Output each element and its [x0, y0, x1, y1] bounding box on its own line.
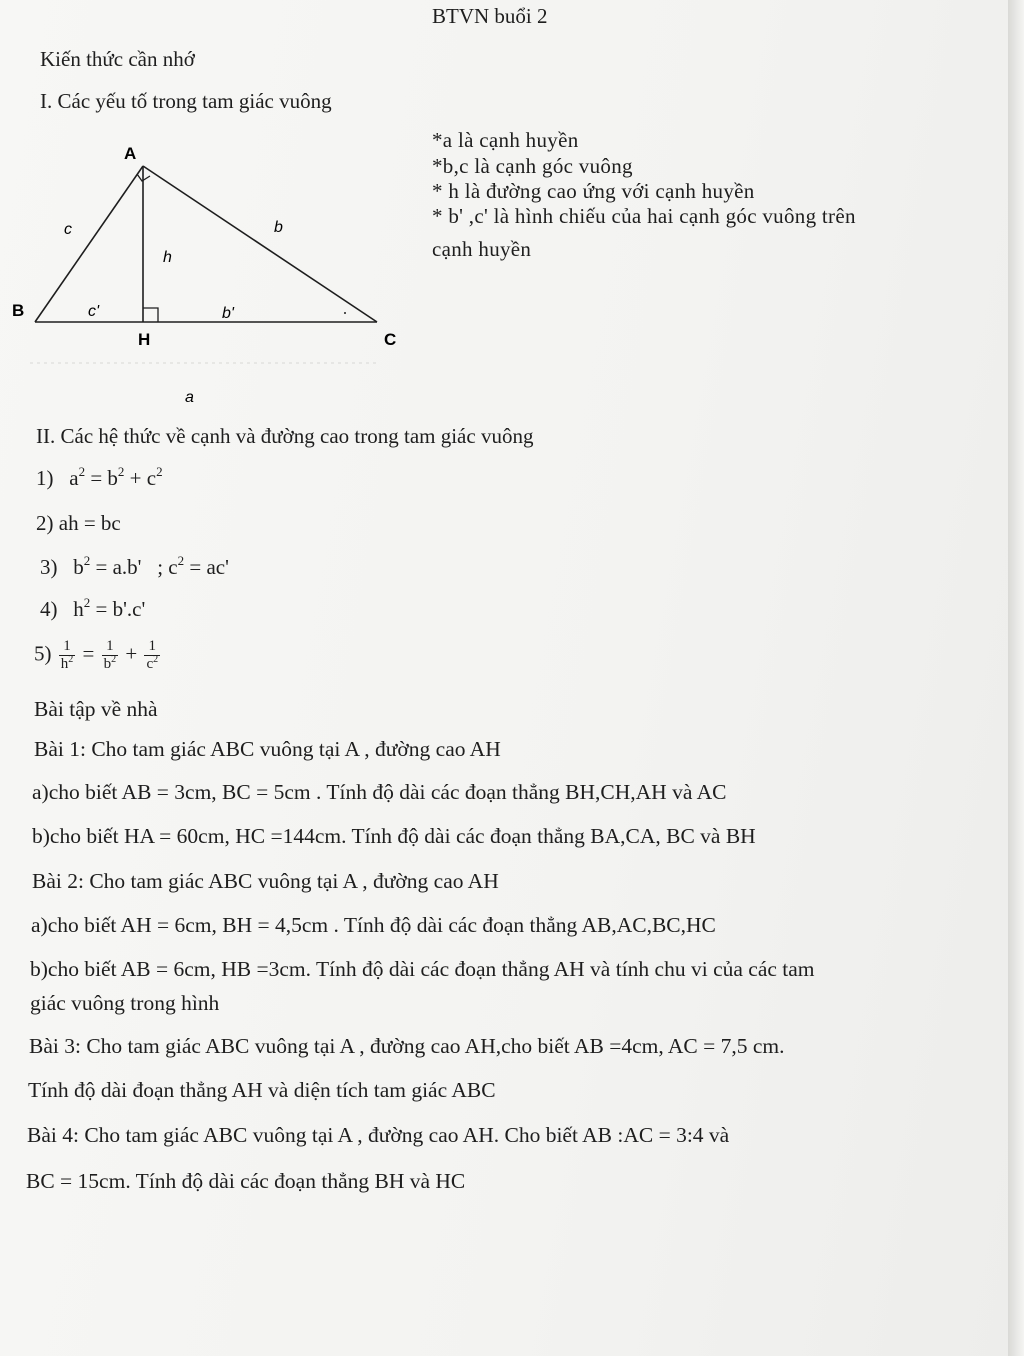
homework-heading: Bài tập về nhà [34, 697, 158, 721]
exercise-1a: a)cho biết AB = 3cm, BC = 5cm . Tính độ dài các đoạn thẳng BH,CH,AH và AC [32, 780, 727, 804]
label-c-side: c [64, 221, 72, 238]
section2-heading: II. Các hệ thức về cạnh và đường cao trong tam giác vuông [36, 424, 534, 448]
formula-1-number: 1) [36, 466, 54, 490]
page-edge-shadow [1008, 0, 1024, 1356]
exercise-2b-line-1: b)cho biết AB = 6cm, HB =3cm. Tính độ dài các đoạn thẳng AH và tính chu vi của các tam [30, 957, 815, 981]
intro-heading: Kiến thức cần nhớ [40, 47, 195, 71]
exercise-2a: a)cho biết AH = 6cm, BH = 4,5cm . Tính độ dài các đoạn thẳng AB,AC,BC,HC [31, 913, 716, 937]
exercise-4-title: Bài 4: Cho tam giác ABC vuông tại A , đường cao AH. Cho biết AB :AC = 3:4 và [27, 1123, 730, 1147]
section1-heading: I. Các yếu tố trong tam giác vuông [40, 89, 332, 113]
formula-1: 1) $a^2 = b^2 + c^2$ [36, 464, 163, 490]
formula-3-number: 3) [40, 555, 58, 579]
label-b-side: b [274, 219, 283, 236]
label-b-prime: b' [222, 305, 234, 322]
label-c-vertex: C [384, 330, 397, 349]
exercise-4-task: BC = 15cm. Tính độ dài các đoạn thẳng BH và HC [26, 1169, 466, 1193]
angle-dot-c [344, 312, 346, 314]
exercise-1b: b)cho biết HA = 60cm, HC =144cm. Tính độ dài các đoạn thẳng BA,CA, BC và BH [32, 824, 756, 848]
formula-5: 5) $\frac{1}{h^2}$ = $\frac{1}{b^2}$ + $\frac{1}{c^2}$ [34, 638, 159, 672]
exercise-3-task: Tính độ dài đoạn thẳng AH và diện tích tam giác ABC [28, 1078, 496, 1102]
label-h-foot: H [138, 330, 151, 349]
side-ac [143, 166, 377, 322]
side-ab [35, 166, 143, 322]
note-line-5: cạnh huyền [432, 237, 532, 261]
exercise-1-title: Bài 1: Cho tam giác ABC vuông tại A , đường cao AH [34, 737, 501, 761]
label-c-prime: c' [88, 303, 100, 320]
label-h-altitude: h [163, 249, 172, 266]
fraction-1-over-b2: $\frac{1}{b^2}$ [103, 638, 117, 672]
note-line-1: *a là cạnh huyền [432, 128, 579, 152]
formula-4-number: 4) [40, 597, 58, 621]
exercise-2b-line-2: giác vuông trong hình [30, 991, 220, 1015]
formula-4: 4) $h^2 = b'.c'$ [40, 595, 146, 621]
label-a-hypotenuse: a [185, 389, 194, 406]
right-angle-mark-h [143, 308, 158, 322]
right-triangle-diagram [0, 130, 420, 410]
exercise-3-title: Bài 3: Cho tam giác ABC vuông tại A , đường cao AH,cho biết AB =4cm, AC = 7,5 cm. [29, 1034, 785, 1058]
note-line-3: * h là đường cao ứng với cạnh huyền [432, 179, 755, 203]
formula-3: 3) $b^2 = a.b'$ ; $c^2 = ac'$ [40, 553, 229, 579]
note-line-4: * b' ,c' là hình chiếu của hai cạnh góc vuông trên [432, 204, 856, 228]
label-a-vertex: A [124, 144, 137, 163]
fraction-1-over-c2: $\frac{1}{c^2}$ [146, 638, 159, 672]
exercise-2-title: Bài 2: Cho tam giác ABC vuông tại A , đường cao AH [32, 869, 499, 893]
note-line-2: *b,c là cạnh góc vuông [432, 154, 633, 178]
formula-2: 2) ah = bc [36, 511, 121, 535]
formula-5-number: 5) [34, 641, 52, 666]
label-b-vertex: B [12, 301, 25, 320]
page-title: BTVN buổi 2 [432, 4, 548, 28]
fraction-1-over-h2: $\frac{1}{h^2}$ [60, 638, 74, 672]
